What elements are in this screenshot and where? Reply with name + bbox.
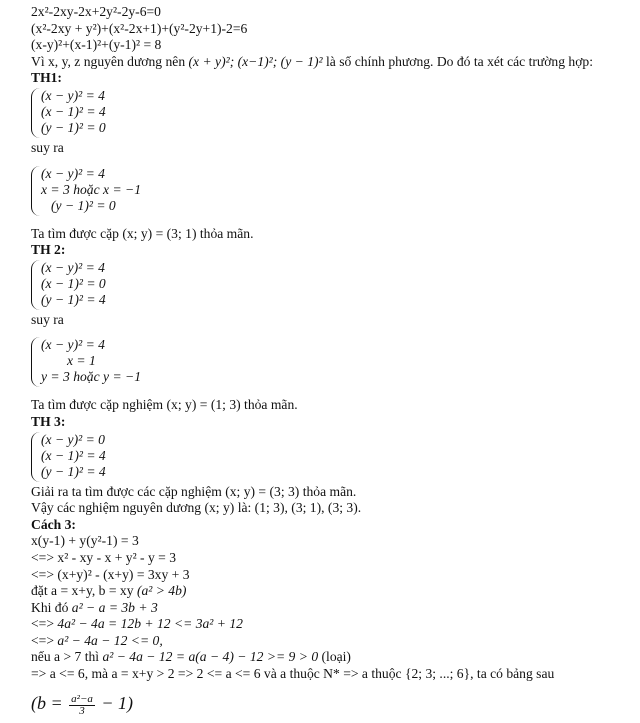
system-row: (x − 1)² = 4: [41, 103, 106, 119]
system-row: (y − 1)² = 4: [41, 291, 106, 307]
brace: [31, 166, 41, 216]
equation-line-2: (x²-2xy + y²)+(x²-2x+1)+(y²-2y+1)-2=6: [31, 20, 248, 36]
reasoning-math: (x + y)²; (x−1)²; (y − 1)²: [188, 53, 323, 69]
equation-line-3: (x-y)²+(x-1)²+(y-1)² = 8: [31, 37, 162, 53]
brace: [31, 88, 41, 138]
brace: [31, 432, 41, 482]
system-row: x = 1: [67, 353, 96, 369]
case-2-title: TH 2:: [31, 242, 66, 258]
line-math: a² − 4a − 12 = a(a − 4) − 12 >= 9 > 0: [102, 649, 319, 665]
system-row: (y − 1)² = 4: [41, 463, 106, 479]
system-row: x = 3 hoặc x = −1: [41, 181, 141, 197]
line-text: <=>: [31, 632, 58, 648]
case-1-result: Ta tìm được cặp (x; y) = (3; 1) thỏa mãn.: [31, 225, 254, 241]
method-3-title: Cách 3:: [31, 516, 76, 532]
case-2-suy-ra: suy ra: [31, 311, 64, 327]
system-row: (x − 1)² = 4: [41, 447, 106, 463]
reasoning-line: [31, 54, 621, 71]
method-3-line-4: [31, 583, 621, 600]
case-1-system-1: [31, 88, 621, 138]
system-row: (x − y)² = 0: [41, 431, 105, 447]
case-3-result: Giải ra ta tìm được các cặp nghiệm (x; y) = (3; 3) thỏa mãn.: [31, 483, 357, 499]
system-row: (y − 1)² = 0: [41, 119, 106, 135]
reasoning-text-b: là số chính phương. Do đó ta xét các trường hợp:: [322, 53, 593, 69]
line-text: đặt a = x+y, b = xy: [31, 583, 137, 599]
line-math: 4a² − 4a = 12b + 12 <= 3a² + 12: [57, 616, 243, 632]
method-3-line-1: x(y-1) + y(y²-1) = 3: [31, 533, 139, 549]
line-math: (a² > 4b): [136, 583, 187, 599]
system-row: (x − y)² = 4: [41, 165, 105, 181]
system-row: (x − y)² = 4: [41, 259, 105, 275]
method-3-line-10: [31, 685, 621, 721]
case-2-system-1: [31, 260, 621, 310]
method-3-line-2: <=> x² - xy - x + y² - y = 3: [31, 549, 177, 565]
method-3-line-7: [31, 633, 621, 650]
document-page: [31, 4, 621, 721]
system-row: (y − 1)² = 0: [51, 197, 116, 213]
method-3-line-8: [31, 649, 621, 666]
method-3-line-5: [31, 600, 621, 617]
brace: [31, 337, 41, 387]
method-3-line-3: <=> (x+y)² - (x+y) = 3xy + 3: [31, 566, 190, 582]
line-math: a² − a = 3b + 3: [71, 599, 158, 615]
system-row: (x − 1)² = 0: [41, 275, 106, 291]
line-text: nếu a > 7 thì: [31, 649, 103, 665]
method-3-line-9: => a <= 6, mà a = x+y > 2 => 2 <= a <= 6 và a thuộc N* => a thuộc {2; 3; ...; 6}, ta có bảng sau: [31, 666, 555, 682]
case-3-system-1: [31, 432, 621, 482]
method-3-line-6: [31, 616, 621, 633]
case-1-system-2: [31, 166, 621, 216]
line-text: (loại): [318, 649, 351, 665]
line-math: a² − 4a − 12 <= 0,: [57, 632, 163, 648]
case-2-result: Ta tìm được cặp nghiệm (x; y) = (1; 3) thỏa mãn.: [31, 397, 298, 413]
case-1-title: TH1:: [31, 70, 62, 86]
formula-open: (b =: [31, 692, 68, 713]
system-row: (x − y)² = 4: [41, 337, 105, 353]
fraction-denominator: 3: [79, 705, 85, 718]
system-row: (x − y)² = 4: [41, 87, 105, 103]
case-3-title: TH 3:: [31, 413, 66, 429]
case-2-system-2: [31, 337, 621, 387]
brace: [31, 260, 41, 310]
case-1-suy-ra: suy ra: [31, 139, 64, 155]
system-row: y = 3 hoặc y = −1: [41, 369, 141, 385]
line-text: <=>: [31, 616, 58, 632]
formula-close: − 1): [96, 692, 134, 713]
formula-fraction: [69, 694, 95, 717]
conclusion: Vậy các nghiệm nguyên dương (x; y) là: (1; 3), (3; 1), (3; 3).: [31, 500, 362, 516]
line-text: Khi đó: [31, 599, 72, 615]
reasoning-text-a: Vì x, y, z nguyên dương nên: [31, 53, 189, 69]
fraction-numerator: a²−a: [71, 693, 93, 706]
equation-line-1: 2x²-2xy-2x+2y²-2y-6=0: [31, 4, 161, 19]
